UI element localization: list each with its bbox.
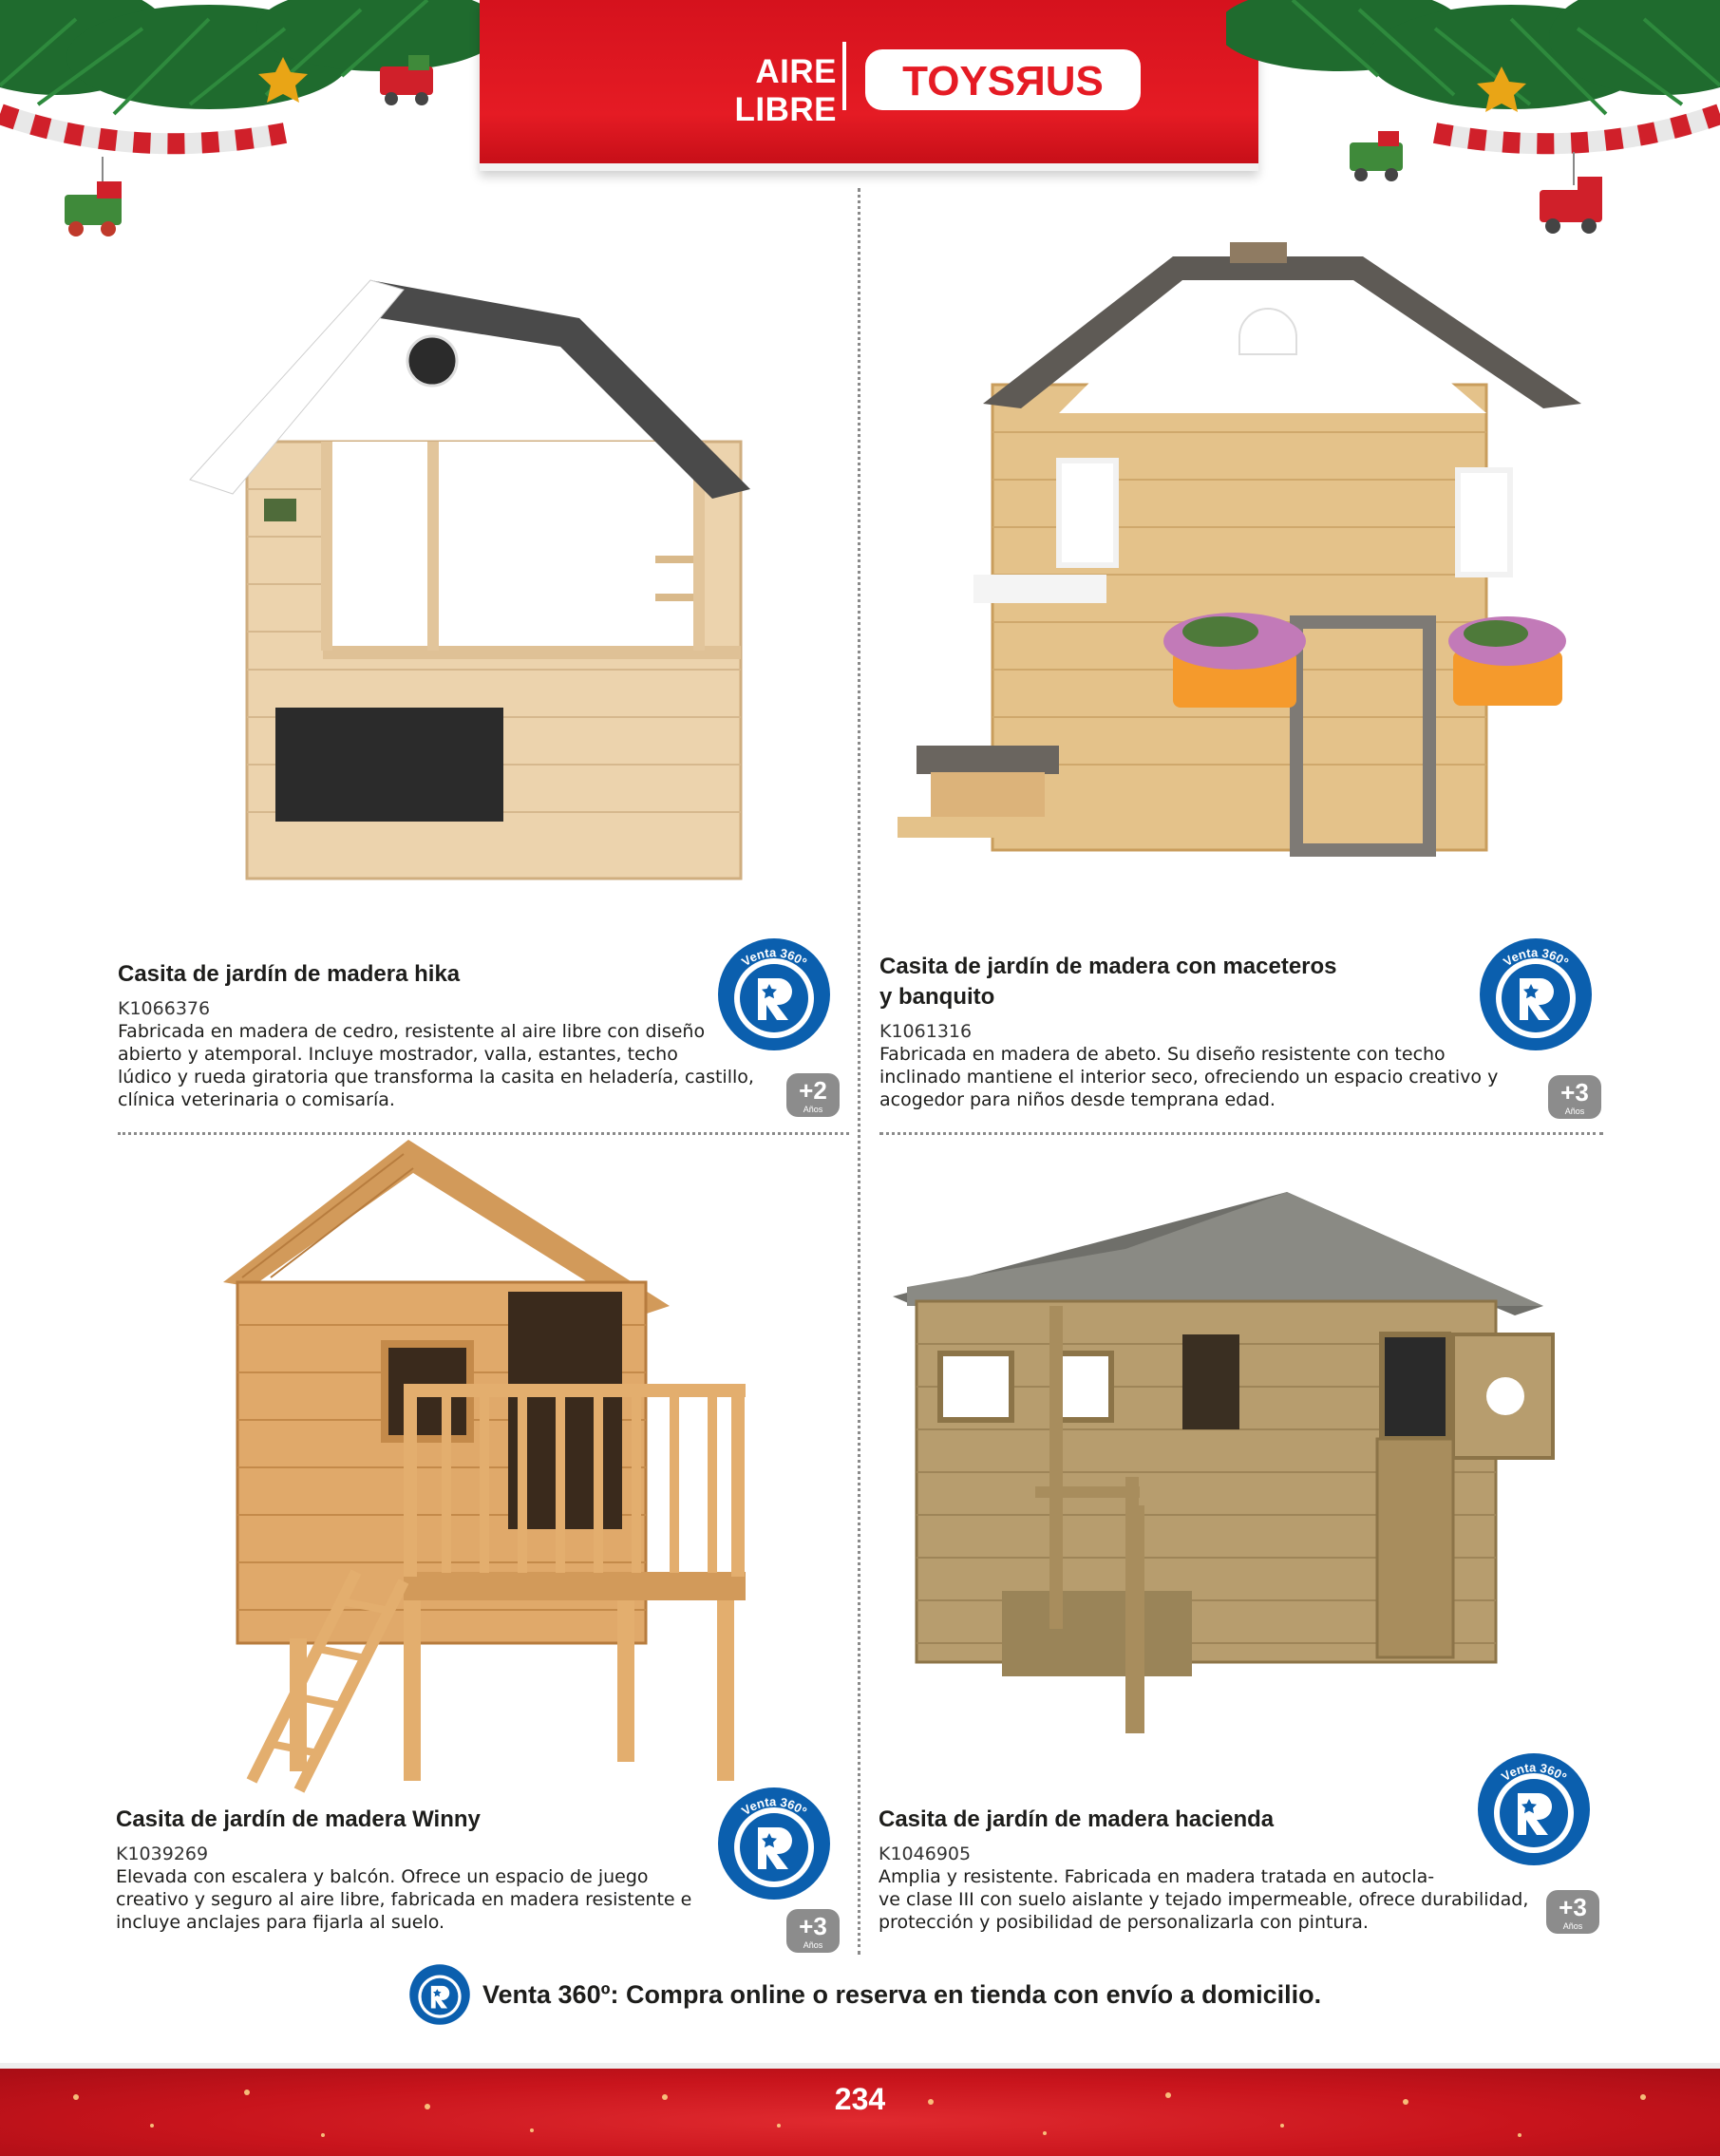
product-description: Elevada con escalera y balcón. Ofrece un espacio de juego creativo y seguro al aire libre, fabricada en madera resistente e incluye anclajes para fijarla al suelo. <box>116 1866 692 1933</box>
page-header <box>0 0 1720 218</box>
product-name: Casita de jardín de madera hika <box>118 961 461 987</box>
product-card-hacienda <box>879 1805 1543 1934</box>
footer-note-text: Venta 360º: Compra online o reserva en tienda con envío a domicilio. <box>482 1980 1322 2009</box>
brand-name: TOYSЯUS <box>902 58 1104 104</box>
age-badge: +3 Años <box>1546 1890 1599 1934</box>
product-name: Casita de jardín de madera hacienda <box>879 1806 1275 1832</box>
svg-text:Venta 360º: Venta 360º <box>1499 1760 1570 1785</box>
banner-divider <box>842 42 846 110</box>
section-banner <box>480 0 1258 171</box>
playhouse-hika-image <box>180 271 807 888</box>
venta-360-badge <box>712 1782 836 1905</box>
page-number: 234 <box>834 2082 886 2116</box>
product-code: K1046905 <box>879 1844 972 1864</box>
product-card-hika <box>118 959 783 1111</box>
playhouse-maceteros-image <box>879 242 1591 888</box>
product-card-maceteros <box>879 952 1544 1111</box>
svg-text:Venta 360º: Venta 360º <box>739 945 810 970</box>
playhouse-winny-image <box>214 1135 784 1800</box>
product-description: Fabricada en madera de abeto. Su diseño resistente con techo inclinado mantiene el interior seco, ofreciendo un espacio creativo y acogedor para niños desde temprana edad. <box>879 1044 1499 1110</box>
toy-train-ornament-icon <box>65 157 122 236</box>
svg-text:Venta 360º: Venta 360º <box>1501 945 1572 970</box>
product-code: K1061316 <box>879 1021 973 1042</box>
venta-360-badge <box>1474 933 1597 1056</box>
svg-text:Venta 360º: Venta 360º <box>739 1794 810 1819</box>
product-description: Fabricada en madera de cedro, resistente al aire libre con diseño abierto y atemporal. Incluye mostrador, valla, estantes, techo lúdico y rueda giratoria que transforma la casita en heladería, castillo, clínica veterinaria o comisaría. <box>118 1021 754 1110</box>
venta-360-footer-note <box>406 1961 1356 2028</box>
column-divider <box>858 188 860 1955</box>
product-name: Casita de jardín de madera Winny <box>116 1806 481 1832</box>
toysrus-logo-icon <box>865 46 1141 114</box>
venta-360-badge <box>1472 1748 1596 1871</box>
product-name: Casita de jardín de madera con maceteros y banquito <box>879 954 1337 1010</box>
row-divider-right <box>879 1132 1603 1135</box>
venta-360-badge <box>712 933 836 1056</box>
christmas-garland-left-decoration <box>0 0 494 275</box>
section-title: AIRE LIBRE <box>734 53 837 128</box>
toy-train-ornament-icon <box>1540 152 1602 234</box>
product-code: K1066376 <box>118 998 211 1019</box>
playhouse-hacienda-image <box>888 1192 1572 1743</box>
age-badge: +3 Años <box>786 1909 840 1953</box>
product-description: Amplia y resistente. Fabricada en madera tratada en autocla- ve clase III con suelo aislante y tejado impermeable, ofrece durabilidad, protección y posibilidad de personalizarla con pintura. <box>879 1866 1529 1933</box>
venta-360-small-badge <box>406 1961 473 2028</box>
product-card-winny <box>116 1805 781 1934</box>
age-badge: +2 Años <box>786 1073 840 1117</box>
toy-train-ornament-icon <box>1350 131 1403 181</box>
christmas-garland-right-decoration <box>1226 0 1720 275</box>
product-code: K1039269 <box>116 1844 209 1864</box>
age-badge: +3 Años <box>1548 1075 1601 1119</box>
